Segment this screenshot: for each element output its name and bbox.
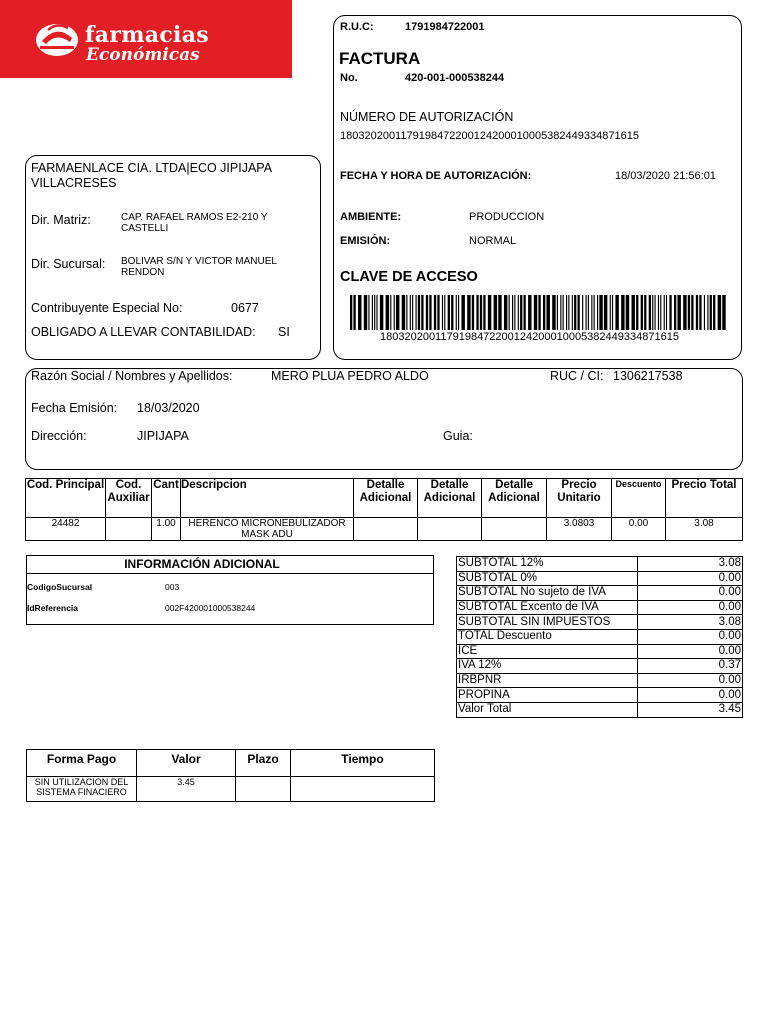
total-value: 3.08 — [638, 557, 743, 572]
col-precio-unitario: Precio Unitario — [547, 479, 612, 518]
col-descripcion: Descripcion — [181, 479, 354, 518]
customer-address: JIPIJAPA — [137, 429, 189, 443]
total-value: 0.00 — [638, 600, 743, 615]
ruc-value: 1791984722001 — [405, 21, 485, 33]
additional-field-value: 002F420001000538244 — [165, 603, 256, 613]
logo-line-1: farmacias — [85, 22, 209, 48]
items-header-row — [26, 479, 743, 518]
total-label: SUBTOTAL Excento de IVA — [457, 600, 638, 615]
total-value: 3.45 — [638, 702, 743, 717]
totals-row — [457, 688, 743, 703]
col-detalle-1: Detalle Adicional — [354, 479, 418, 518]
special-taxpayer-number: 0677 — [231, 301, 259, 315]
cell-precio-total: 3.08 — [666, 518, 743, 541]
payment-table — [26, 749, 435, 802]
company-logo — [0, 0, 292, 78]
cell-detalle-2 — [418, 518, 482, 541]
table-row — [27, 777, 435, 802]
authorization-datetime: 18/03/2020 21:56:01 — [615, 170, 716, 182]
totals-row — [457, 629, 743, 644]
total-label: SUBTOTAL 12% — [457, 557, 638, 572]
customer-name: MERO PLUA PEDRO ALDO — [271, 369, 429, 383]
total-value: 0.00 — [638, 571, 743, 586]
col-detalle-3: Detalle Adicional — [482, 479, 547, 518]
totals-row — [457, 702, 743, 717]
environment-value: PRODUCCION — [469, 211, 545, 223]
total-label: Valor Total — [457, 702, 638, 717]
additional-field-value: 003 — [165, 582, 180, 592]
totals-row — [457, 615, 743, 630]
totals-row — [457, 571, 743, 586]
totals-row — [457, 659, 743, 674]
sucursal-label: Dir. Sucursal: — [31, 257, 106, 271]
cell-detalle-1 — [354, 518, 418, 541]
accounting-label: OBLIGADO A LLEVAR CONTABILIDAD: — [31, 325, 256, 339]
totals-row — [457, 586, 743, 601]
logo-line-2: Económicas — [86, 45, 200, 65]
total-label: IVA 12% — [457, 659, 638, 674]
special-taxpayer-label: Contribuyente Especial No: — [31, 301, 183, 315]
col-descuento: Descuento — [612, 479, 666, 518]
items-table — [25, 478, 743, 541]
total-label: IRBPNR — [457, 673, 638, 688]
accounting-value: SI — [278, 325, 290, 339]
col-detalle-2: Detalle Adicional — [418, 479, 482, 518]
matriz-label: Dir. Matriz: — [31, 213, 91, 227]
total-value: 3.08 — [638, 615, 743, 630]
customer-name-label: Razón Social / Nombres y Apellidos: — [31, 369, 233, 383]
invoice-number-label: No. — [340, 72, 358, 84]
total-label: TOTAL Descuento — [457, 629, 638, 644]
total-value: 0.00 — [638, 586, 743, 601]
guide-label: Guia: — [443, 429, 473, 443]
customer-id-label: RUC / CI: — [550, 369, 604, 383]
authorization-datetime-label: FECHA Y HORA DE AUTORIZACIÓN: — [340, 170, 532, 182]
total-value: 0.00 — [638, 688, 743, 703]
col-plazo: Plazo — [236, 750, 291, 777]
cell-detalle-3 — [482, 518, 547, 541]
cell-cod-principal: 24482 — [26, 518, 106, 541]
cell-descripcion: HERENCO MICRONEBULIZADOR MASK ADU — [181, 518, 354, 541]
total-value: 0.00 — [638, 629, 743, 644]
matriz-address: CAP. RAFAEL RAMOS E2-210 Y CASTELLI — [121, 212, 268, 234]
col-forma-pago: Forma Pago — [27, 750, 137, 777]
totals-row — [457, 600, 743, 615]
totals-row — [457, 673, 743, 688]
total-label: SUBTOTAL 0% — [457, 571, 638, 586]
additional-field-label: IdReferencia — [27, 603, 79, 613]
authorization-number: 1803202001179198472200124200010005382449334871615 — [340, 130, 639, 142]
total-label: SUBTOTAL SIN IMPUESTOS — [457, 615, 638, 630]
authorization-label: NÚMERO DE AUTORIZACIÓN — [340, 110, 514, 124]
total-value: 0.00 — [638, 673, 743, 688]
payment-header-row — [27, 750, 435, 777]
total-label: PROPINA — [457, 688, 638, 703]
access-key-barcode — [350, 295, 728, 330]
cell-descuento: 0.00 — [612, 518, 666, 541]
cell-cod-auxiliar — [106, 518, 152, 541]
logo-emblem-icon — [34, 20, 80, 60]
emission-value: NORMAL — [469, 235, 517, 247]
col-cant: Cant — [152, 479, 181, 518]
cell-forma-pago: SIN UTILIZACION DEL SISTEMA FINACIERO — [27, 777, 137, 802]
customer-id: 1306217538 — [613, 369, 683, 383]
ruc-label: R.U.C: — [340, 21, 374, 33]
customer-info-box — [25, 368, 743, 470]
col-tiempo: Tiempo — [291, 750, 435, 777]
address-label: Dirección: — [31, 429, 87, 443]
environment-label: AMBIENTE: — [340, 211, 402, 223]
company-name: FARMAENLACE CIA. LTDA|ECO JIPIJAPA VILLACRESES — [31, 161, 272, 190]
totals-row — [457, 557, 743, 572]
cell-cant: 1.00 — [152, 518, 181, 541]
additional-info-title: INFORMACIÓN ADICIONAL — [124, 557, 280, 571]
col-cod-auxiliar: Cod. Auxiliar — [106, 479, 152, 518]
emission-date: 18/03/2020 — [137, 401, 200, 415]
total-value: 0.37 — [638, 659, 743, 674]
totals-row — [457, 644, 743, 659]
access-key-label: CLAVE DE ACCESO — [340, 269, 478, 285]
cell-precio-unitario: 3.0803 — [547, 518, 612, 541]
cell-tiempo — [291, 777, 435, 802]
total-label: SUBTOTAL No sujeto de IVA — [457, 586, 638, 601]
cell-valor: 3.45 — [137, 777, 236, 802]
col-precio-total: Precio Total — [666, 479, 743, 518]
additional-info-divider — [26, 573, 434, 574]
additional-field-label: CodigoSucursal — [27, 582, 93, 592]
access-key-value: 1803202001179198472200124200010005382449334871615 — [380, 331, 679, 343]
col-cod-principal: Cod. Principal — [26, 479, 106, 518]
total-value: 0.00 — [638, 644, 743, 659]
document-type: FACTURA — [339, 49, 421, 68]
totals-table — [456, 556, 743, 718]
total-label: ICE — [457, 644, 638, 659]
emission-label: EMISIÓN: — [340, 235, 391, 247]
cell-plazo — [236, 777, 291, 802]
table-row — [26, 518, 743, 541]
emission-date-label: Fecha Emisión: — [31, 401, 118, 415]
col-valor: Valor — [137, 750, 236, 777]
invoice-number: 420-001-000538244 — [405, 72, 505, 84]
sucursal-address: BOLIVAR S/N Y VICTOR MANUEL RENDON — [121, 256, 277, 278]
